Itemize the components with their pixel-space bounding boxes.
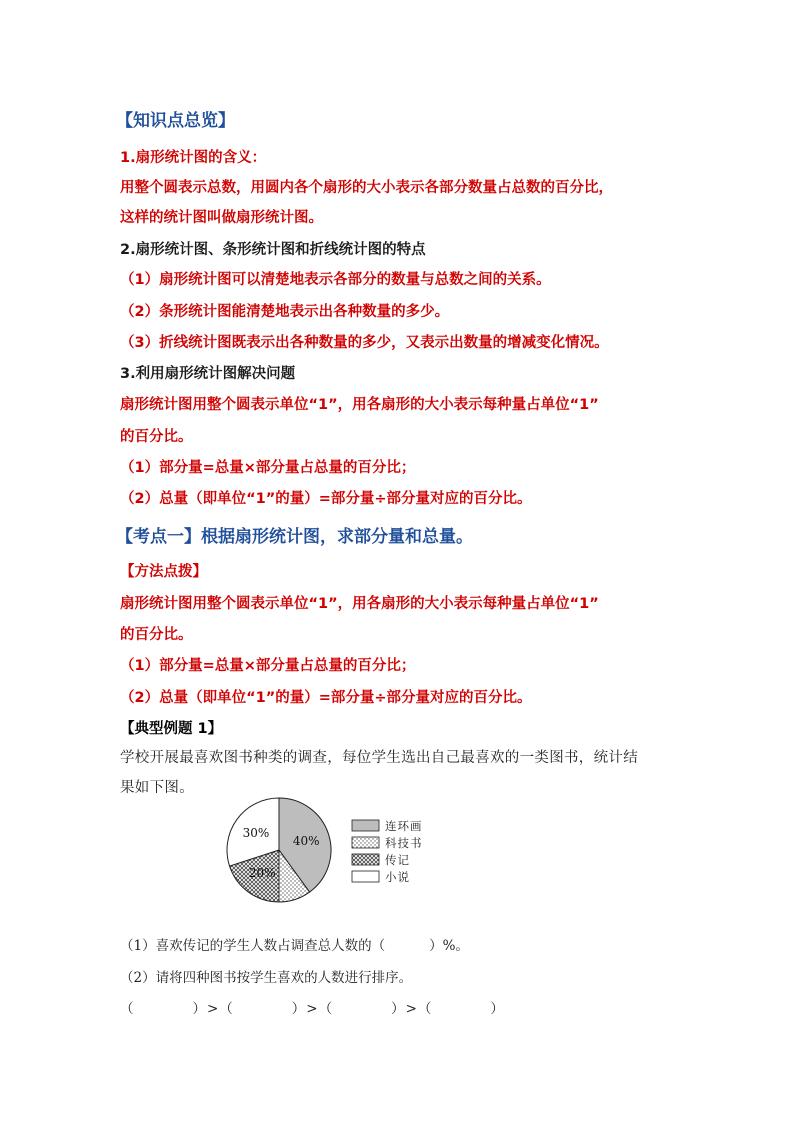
question1-text: （1）喜欢传记的学生人数占调查总人数的（ — [120, 938, 386, 954]
example1-title: 【典型例题 1】 — [120, 721, 223, 737]
method-line4: （2）总量（即单位“1”的量）=部分量÷部分量对应的百分比。 — [120, 690, 532, 706]
legend-label-4: 小说 — [385, 870, 410, 884]
example1-paragraph-line2: 果如下图。 — [120, 780, 194, 796]
pie-slices — [227, 798, 331, 902]
chart-legend — [352, 819, 423, 884]
legend-swatch-2 — [352, 837, 379, 848]
legend-swatch-4 — [352, 871, 379, 882]
kaodian1-title: 【考点一】根据扇形统计图，求部分量和总量。 — [116, 527, 473, 547]
legend-label-3: 传记 — [385, 853, 410, 867]
question2-answer-blanks[interactable]: （ ）>（ ）>（ ）>（ ） — [120, 1001, 505, 1017]
section2-title: 2.扇形统计图、条形统计图和折线统计图的特点 — [120, 242, 426, 258]
pie-chart — [222, 792, 462, 908]
method-line3: （1）部分量=总量×部分量占总量的百分比； — [120, 658, 416, 674]
legend-swatch-1 — [352, 820, 379, 831]
pie-slice-label-1: 40% — [292, 834, 320, 849]
question1 — [120, 934, 469, 954]
overview-title: 【知识点总览】 — [116, 111, 235, 131]
section1-line1: 用整个圆表示总数，用圆内各个扇形的大小表示各部分数量占总数的百分比， — [120, 180, 613, 196]
pie-slice-label-4: 30% — [242, 826, 270, 841]
section3-line4: （2）总量（即单位“1”的量）=部分量÷部分量对应的百分比。 — [120, 491, 532, 507]
legend-label-1: 连环画 — [385, 819, 423, 833]
section2-line3: （3）折线统计图既表示出各种数量的多少，又表示出数量的增减变化情况。 — [120, 335, 609, 351]
method-line2: 的百分比。 — [120, 627, 193, 643]
section2-line2: （2）条形统计图能清楚地表示出各种数量的多少。 — [120, 304, 450, 320]
section3-line3: （1）部分量=总量×部分量占总量的百分比； — [120, 460, 416, 476]
section3-line1: 扇形统计图用整个圆表示单位“1”，用各扇形的大小表示每种量占单位“1” — [120, 397, 599, 413]
method-line1: 扇形统计图用整个圆表示单位“1”，用各扇形的大小表示每种量占单位“1” — [120, 596, 599, 612]
example1-paragraph-line1: 学校开展最喜欢图书种类的调查，每位学生选出自己最喜欢的一类图书，统计结 — [120, 750, 638, 766]
question2: （2）请将四种图书按学生喜欢的人数进行排序。 — [120, 970, 413, 986]
section3-title: 3.利用扇形统计图解决问题 — [120, 366, 296, 382]
legend-label-2: 科技书 — [385, 836, 423, 850]
section1-line2: 这样的统计图叫做扇形统计图。 — [120, 210, 323, 226]
section2-line1: （1）扇形统计图可以清楚地表示各部分的数量与总数之间的关系。 — [120, 272, 551, 288]
pie-slice-label-3: 20% — [248, 866, 276, 881]
method-title: 【方法点拨】 — [120, 564, 207, 580]
section1-title: 1.扇形统计图的含义： — [120, 150, 267, 166]
section3-line2: 的百分比。 — [120, 429, 193, 445]
legend-swatch-3 — [352, 854, 379, 865]
question1-unit: ）%。 — [429, 938, 469, 954]
